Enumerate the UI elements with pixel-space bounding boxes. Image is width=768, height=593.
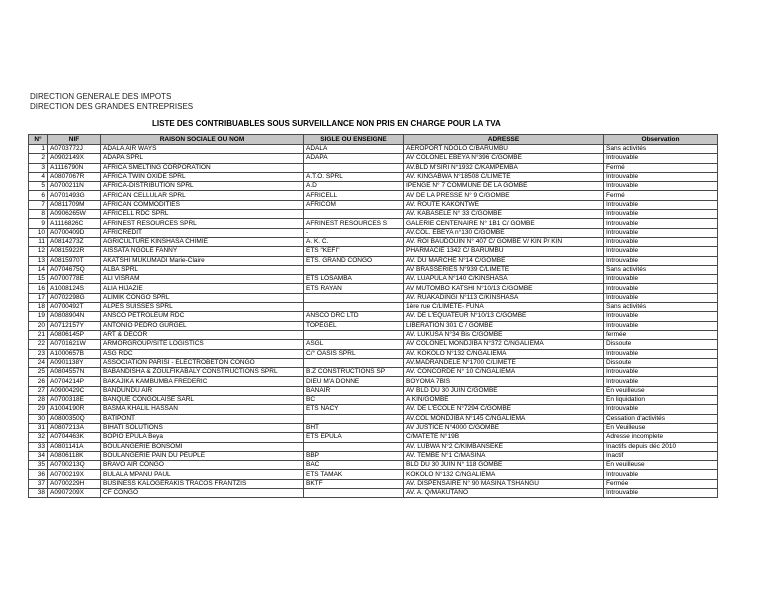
cell-adresse: AV. KINGABWA N°18508 C/LIMETE: [404, 172, 604, 181]
cell-nif: A0907209X: [48, 488, 101, 497]
table-header: [29, 135, 718, 145]
column-header-observation: Observation: [604, 135, 718, 145]
cell-adresse: AV COLONEL MONDJIBA N°372 C/NGALIEMA: [404, 340, 604, 349]
cell-raison: AGRICULTURE KINSHASA CHIMIE: [101, 237, 304, 246]
cell-num: 26: [29, 377, 48, 386]
cell-observation: Introuvable: [604, 172, 718, 181]
column-header-sigle: SIGLE OU ENSEIGNE: [304, 135, 404, 145]
table-row: [29, 433, 718, 442]
cell-nif: A0902149X: [48, 154, 101, 163]
cell-num: 11: [29, 237, 48, 246]
table-row: [29, 340, 718, 349]
table-row: [29, 312, 718, 321]
cell-num: 18: [29, 303, 48, 312]
cell-sigle: ETS EPULA: [304, 433, 404, 442]
cell-sigle: ETS. GRAND CONGO: [304, 256, 404, 265]
cell-raison: AKATSHI MUKUMADI Marie-Claire: [101, 256, 304, 265]
cell-sigle: -: [304, 228, 404, 237]
cell-adresse: AV. LUBWA N°2 C/KIMBANSEKE: [404, 442, 604, 451]
cell-observation: Introuvable: [604, 377, 718, 386]
cell-observation: Fermé: [604, 163, 718, 172]
cell-num: 33: [29, 442, 48, 451]
cell-nif: A0704214P: [48, 377, 101, 386]
cell-nif: A0704675Q: [48, 265, 101, 274]
cell-raison: BUSINESS KALOGERAKIS TRACOS FRANTZIS: [101, 479, 304, 488]
cell-adresse: AV MUTOMBO KATSHI N°10/13 C/GOMBE: [404, 284, 604, 293]
cell-nif: A0700213Q: [48, 461, 101, 470]
cell-sigle: TOPEGEL: [304, 321, 404, 330]
cell-adresse: IPENGE N° 7 COMMUNE DE LA GOMBE: [404, 182, 604, 191]
cell-observation: Introuvable: [604, 256, 718, 265]
cell-raison: AFRICA SMELTING CORPORATION: [101, 163, 304, 172]
cell-sigle: BANAIR: [304, 386, 404, 395]
cell-sigle: [304, 414, 404, 423]
cell-nif: A0801141A: [48, 442, 101, 451]
cell-sigle: AFRINEST RESOURCES S: [304, 219, 404, 228]
cell-observation: Adresse incomplete: [604, 433, 718, 442]
cell-num: 7: [29, 200, 48, 209]
cell-raison: AFRICAN COMMODITIES: [101, 200, 304, 209]
cell-sigle: ASGL: [304, 340, 404, 349]
cell-num: 4: [29, 172, 48, 181]
cell-num: 38: [29, 488, 48, 497]
table-row: [29, 284, 718, 293]
cell-observation: Introuvable: [604, 228, 718, 237]
cell-observation: Introuvable: [604, 470, 718, 479]
table-row: [29, 451, 718, 460]
cell-sigle: A.T.O. SPRL: [304, 172, 404, 181]
cell-observation: Introuvable: [604, 247, 718, 256]
cell-sigle: AFRICELL: [304, 191, 404, 200]
cell-raison: ANTONIO PEDRO GURGEL: [101, 321, 304, 330]
cell-nif: A0700318E: [48, 396, 101, 405]
cell-num: 8: [29, 210, 48, 219]
page-title: LISTE DES CONTRIBUABLES SOUS SURVEILLANCE NON PRIS EN CHARGE POUR LA TVA: [152, 119, 501, 128]
cell-raison: BABANDISHA & ZOULFIKABALY CONSTRUCTIONS SPRL: [101, 368, 304, 377]
cell-observation: Introuvable: [604, 219, 718, 228]
cell-raison: AFRICA-DISTRIBUTION SPRL: [101, 182, 304, 191]
cell-num: 12: [29, 247, 48, 256]
cell-observation: Inactif: [604, 451, 718, 460]
cell-raison: ANSCO PETROLEUM RDC: [101, 312, 304, 321]
cell-nif: A1116826C: [48, 219, 101, 228]
cell-nif: A0700492T: [48, 303, 101, 312]
table-row: [29, 303, 718, 312]
table-row: [29, 442, 718, 451]
cell-nif: A0700778E: [48, 275, 101, 284]
cell-sigle: AFRICOM: [304, 200, 404, 209]
cell-num: 21: [29, 330, 48, 339]
cell-num: 28: [29, 396, 48, 405]
cell-adresse: AV BRASSERIES N°939 C/LIMETE: [404, 265, 604, 274]
cell-nif: A0900429C: [48, 386, 101, 395]
table-row: [29, 200, 718, 209]
cell-observation: En veuilleuse: [604, 386, 718, 395]
cell-adresse: C/MATETE N°19B: [404, 433, 604, 442]
cell-sigle: BAC: [304, 461, 404, 470]
cell-raison: AFRINEST RESOURCES SPRL: [101, 219, 304, 228]
table-row: [29, 488, 718, 497]
cell-raison: BANDUNDU AIR: [101, 386, 304, 395]
cell-raison: AFRICAN CELLULAR SPRL: [101, 191, 304, 200]
cell-adresse: AV COLONEL EBEYA N°396 C/GOMBE: [404, 154, 604, 163]
cell-adresse: BLD DU 30 JUIN N° 118 GOMBE: [404, 461, 604, 470]
cell-observation: Fermé: [604, 191, 718, 200]
table-body: [29, 145, 718, 498]
cell-sigle: BKTF: [304, 479, 404, 488]
cell-sigle: [304, 293, 404, 302]
header-row: [29, 135, 718, 145]
cell-sigle: [304, 442, 404, 451]
cell-nif: A1000657B: [48, 349, 101, 358]
cell-observation: Sans activités: [604, 303, 718, 312]
cell-num: 10: [29, 228, 48, 237]
cell-num: 16: [29, 284, 48, 293]
cell-adresse: PHARMACIE 1342 C/ BARUMBU: [404, 247, 604, 256]
cell-nif: A0807213A: [48, 423, 101, 432]
cell-observation: Introuvable: [604, 293, 718, 302]
cell-nif: A0811709M: [48, 200, 101, 209]
cell-nif: A0700211N: [48, 182, 101, 191]
cell-raison: AFRICREDIT: [101, 228, 304, 237]
cell-adresse: KOKOLO N°132 C/NGALIEMA: [404, 470, 604, 479]
org-line-1: DIRECTION GENERALE DES IMPOTS: [30, 92, 172, 101]
cell-num: 35: [29, 461, 48, 470]
cell-nif: A0806145P: [48, 330, 101, 339]
column-header-num: N°: [29, 135, 48, 145]
cell-observation: Introuvable: [604, 182, 718, 191]
cell-num: 14: [29, 265, 48, 274]
table-row: [29, 349, 718, 358]
column-header-nif: NIF: [48, 135, 101, 145]
table-row: [29, 237, 718, 246]
cell-raison: ALBA SPRL: [101, 265, 304, 274]
table-row: [29, 228, 718, 237]
cell-num: 25: [29, 368, 48, 377]
cell-nif: A1116790N: [48, 163, 101, 172]
cell-adresse: AV. TEMBE N°1 C/MASINA: [404, 451, 604, 460]
cell-sigle: ETS NACY: [304, 405, 404, 414]
cell-raison: BIHATI SOLUTIONS: [101, 423, 304, 432]
cell-observation: Introuvable: [604, 275, 718, 284]
table-row: [29, 368, 718, 377]
cell-nif: A0702298G: [48, 293, 101, 302]
cell-raison: BOULANGERIE PAIN DU PEUPLE: [101, 451, 304, 460]
cell-nif: A0814273Z: [48, 237, 101, 246]
cell-adresse: AV.BLD M'SIRI N°1932 C/KAMPEMBA: [404, 163, 604, 172]
cell-observation: Introuvable: [604, 321, 718, 330]
cell-observation: Sans activités: [604, 145, 718, 154]
cell-sigle: ADALA: [304, 145, 404, 154]
cell-raison: ADAPA SPRL: [101, 154, 304, 163]
cell-adresse: AV. LUAPULA N°140 C/KINSHASA: [404, 275, 604, 284]
column-header-adresse: ADRESSE: [404, 135, 604, 145]
cell-num: 23: [29, 349, 48, 358]
cell-adresse: AV. LUKUSA N°34 Bis C/GOMBE: [404, 330, 604, 339]
cell-observation: Sans activités: [604, 265, 718, 274]
cell-nif: A0700409D: [48, 228, 101, 237]
cell-raison: ART & DECOR: [101, 330, 304, 339]
cell-sigle: BC: [304, 396, 404, 405]
cell-observation: Introuvable: [604, 237, 718, 246]
cell-adresse: AV BLD DU 30 JUIN C/GOMBE: [404, 386, 604, 395]
cell-raison: BAKAJIKA KAMBUMBA FREDERIC: [101, 377, 304, 386]
cell-observation: Introuvable: [604, 405, 718, 414]
cell-num: 6: [29, 191, 48, 200]
table-row: [29, 145, 718, 154]
cell-sigle: [304, 265, 404, 274]
table-row: [29, 210, 718, 219]
cell-observation: Introuvable: [604, 488, 718, 497]
cell-observation: En liquidation: [604, 396, 718, 405]
cell-observation: Introuvable: [604, 349, 718, 358]
cell-sigle: [304, 488, 404, 497]
table-row: [29, 461, 718, 470]
cell-adresse: AV. ROUTE KAKONTWE: [404, 200, 604, 209]
cell-nif: A0815970T: [48, 256, 101, 265]
table-row: [29, 358, 718, 367]
cell-nif: A0700219X: [48, 470, 101, 479]
cell-raison: AFRICA TWIN OXIDE SPRL: [101, 172, 304, 181]
table-row: [29, 423, 718, 432]
cell-adresse: AV DE LA PRESSE N° 9 C/GOMBE: [404, 191, 604, 200]
cell-nif: A0808904N: [48, 312, 101, 321]
cell-num: 34: [29, 451, 48, 460]
cell-observation: Introuvable: [604, 368, 718, 377]
table-row: [29, 256, 718, 265]
cell-sigle: DIEU M'A DONNE: [304, 377, 404, 386]
table-row: [29, 330, 718, 339]
cell-raison: BATIPONT: [101, 414, 304, 423]
cell-num: 20: [29, 321, 48, 330]
cell-num: 24: [29, 358, 48, 367]
cell-raison: BANQUE CONGOLAISE SARL: [101, 396, 304, 405]
cell-nif: A0701621W: [48, 340, 101, 349]
cell-observation: Dissoute: [604, 340, 718, 349]
cell-adresse: AV.MADRANDELE N°1700 C/LIMETE: [404, 358, 604, 367]
cell-observation: Introuvable: [604, 200, 718, 209]
cell-nif: A0807067R: [48, 172, 101, 181]
org-header: [30, 92, 193, 111]
cell-num: 36: [29, 470, 48, 479]
table-row: [29, 405, 718, 414]
cell-raison: BOULANGERIE BONSOMI: [101, 442, 304, 451]
cell-observation: fermée: [604, 330, 718, 339]
cell-num: 37: [29, 479, 48, 488]
cell-nif: A1008124S: [48, 284, 101, 293]
cell-num: 19: [29, 312, 48, 321]
table-row: [29, 219, 718, 228]
org-line-2: DIRECTION DES GRANDES ENTREPRISES: [30, 101, 194, 111]
cell-num: 3: [29, 163, 48, 172]
cell-observation: En veuilleuse: [604, 461, 718, 470]
cell-sigle: ETS RAYAN: [304, 284, 404, 293]
cell-adresse: 1ère rue C/LIMETE- FUNA: [404, 303, 604, 312]
cell-sigle: [304, 358, 404, 367]
cell-sigle: [304, 303, 404, 312]
cell-adresse: AV. A. Q/MAKUTANO: [404, 488, 604, 497]
cell-raison: CF CONGO: [101, 488, 304, 497]
cell-adresse: AV. ROI BAUDOUIN N° 407 C/ GOMBE V/ KIN P/ KIN: [404, 237, 604, 246]
cell-raison: BOPIO EPULA Beya: [101, 433, 304, 442]
cell-raison: AISSATA NGOLE FANNY: [101, 247, 304, 256]
cell-sigle: A.D: [304, 182, 404, 191]
cell-raison: ALIA HIJAZIE: [101, 284, 304, 293]
cell-nif: A0804557N: [48, 368, 101, 377]
cell-raison: ASSOCIATION PARISI - ELECTROBETON CONGO: [101, 358, 304, 367]
cell-num: 13: [29, 256, 48, 265]
cell-num: 30: [29, 414, 48, 423]
cell-sigle: ANSCO DRC LTD: [304, 312, 404, 321]
cell-observation: Introuvable: [604, 284, 718, 293]
cell-sigle: [304, 163, 404, 172]
cell-nif: A0701493G: [48, 191, 101, 200]
cell-adresse: AV. DE L'ECOLE N°7294 C/GOMBE: [404, 405, 604, 414]
cell-sigle: ADAPA: [304, 154, 404, 163]
cell-nif: A0901138Y: [48, 358, 101, 367]
table-row: [29, 154, 718, 163]
cell-adresse: AV.COL. EBEYA n°130 C/GOMBE: [404, 228, 604, 237]
cell-sigle: ETS LOSAMBA: [304, 275, 404, 284]
cell-num: 2: [29, 154, 48, 163]
cell-num: 29: [29, 405, 48, 414]
cell-num: 17: [29, 293, 48, 302]
table-row: [29, 386, 718, 395]
cell-adresse: AV.COL MONDJIBA N°145 C/NGALIEMA: [404, 414, 604, 423]
cell-adresse: AV JUSTICE N°4000 C/GOMBE: [404, 423, 604, 432]
cell-raison: ALPES SUISSES SPRL: [101, 303, 304, 312]
cell-observation: Introuvable: [604, 312, 718, 321]
cell-adresse: AV. DE L'EQUATEUR N°10/13 C/GOMBE: [404, 312, 604, 321]
table-row: [29, 172, 718, 181]
cell-num: 32: [29, 433, 48, 442]
cell-adresse: LIBERATION 301 C / GOMBE: [404, 321, 604, 330]
table-row: [29, 377, 718, 386]
cell-num: 15: [29, 275, 48, 284]
cell-sigle: [304, 210, 404, 219]
table-row: [29, 321, 718, 330]
cell-nif: A0700229H: [48, 479, 101, 488]
cell-raison: ARMORGROUP/SITE LOGISTICS: [101, 340, 304, 349]
cell-nif: A0806118K: [48, 451, 101, 460]
cell-adresse: AV. KOKOLO N°132 C/NGALIEMA: [404, 349, 604, 358]
cell-raison: ALIMIK CONGO SPRL: [101, 293, 304, 302]
cell-sigle: B.Z CONSTRUCTIONS SP: [304, 368, 404, 377]
table-row: [29, 275, 718, 284]
cell-nif: A0712157Y: [48, 321, 101, 330]
cell-sigle: BBP: [304, 451, 404, 460]
cell-raison: AFRICELL RDC SPRL: [101, 210, 304, 219]
cell-raison: BRAVO AIR CONGO: [101, 461, 304, 470]
cell-adresse: AV. CONCORDE N° 10 C/NGALIEMA: [404, 368, 604, 377]
cell-nif: A0703772J: [48, 145, 101, 154]
cell-observation: Introuvable: [604, 210, 718, 219]
table-row: [29, 396, 718, 405]
cell-num: 9: [29, 219, 48, 228]
cell-adresse: AV. RUAKADINGI N°113 C/KINSHASA: [404, 293, 604, 302]
cell-sigle: C/° OASIS SPRL: [304, 349, 404, 358]
cell-sigle: [304, 330, 404, 339]
cell-nif: A1004190R: [48, 405, 101, 414]
cell-raison: BULALA MPANU PAUL: [101, 470, 304, 479]
cell-observation: En Veuilleuse: [604, 423, 718, 432]
cell-nif: A0906265W: [48, 210, 101, 219]
cell-adresse: A KIN/GOMBE: [404, 396, 604, 405]
table-row: [29, 293, 718, 302]
cell-nif: A0800350Q: [48, 414, 101, 423]
cell-sigle: A. K. C.: [304, 237, 404, 246]
cell-adresse: AV. DU MARCHE N°14 C/GOMBE: [404, 256, 604, 265]
cell-raison: ADALA AIR WAYS: [101, 145, 304, 154]
cell-num: 22: [29, 340, 48, 349]
cell-nif: A0815922R: [48, 247, 101, 256]
cell-sigle: BHT: [304, 423, 404, 432]
cell-sigle: ETS "KEFI": [304, 247, 404, 256]
table-row: [29, 182, 718, 191]
table-row: [29, 247, 718, 256]
cell-nif: A0704463K: [48, 433, 101, 442]
cell-num: 31: [29, 423, 48, 432]
cell-raison: ASG RDC: [101, 349, 304, 358]
table-row: [29, 470, 718, 479]
cell-adresse: AV. DISPENSAIRE N° 90 MASINA TSHANGU: [404, 479, 604, 488]
cell-adresse: AEROPORT NDOLO C/BARUMBU: [404, 145, 604, 154]
cell-num: 5: [29, 182, 48, 191]
cell-adresse: GALERIE CENTENAIRE N° 1B1 C/ GOMBE: [404, 219, 604, 228]
cell-num: 1: [29, 145, 48, 154]
table-row: [29, 414, 718, 423]
cell-raison: BASMA KHALIL HASSAN: [101, 405, 304, 414]
contribuables-table: [28, 134, 718, 498]
column-header-raison: RAISON SOCIALE OU NOM: [101, 135, 304, 145]
cell-observation: Fermée: [604, 479, 718, 488]
cell-num: 27: [29, 386, 48, 395]
cell-sigle: ETS TAMAK: [304, 470, 404, 479]
table-row: [29, 265, 718, 274]
cell-observation: Cessation d'activités: [604, 414, 718, 423]
cell-raison: ALI VISRAM: [101, 275, 304, 284]
table-row: [29, 479, 718, 488]
table-row: [29, 191, 718, 200]
cell-observation: Inactifs depuis déc 2010: [604, 442, 718, 451]
cell-adresse: BOYOMA 7BIS: [404, 377, 604, 386]
cell-observation: Introuvable: [604, 154, 718, 163]
cell-adresse: AV. KABASELE N° 33 C/GOMBE: [404, 210, 604, 219]
table-row: [29, 163, 718, 172]
cell-observation: Dissoute: [604, 358, 718, 367]
